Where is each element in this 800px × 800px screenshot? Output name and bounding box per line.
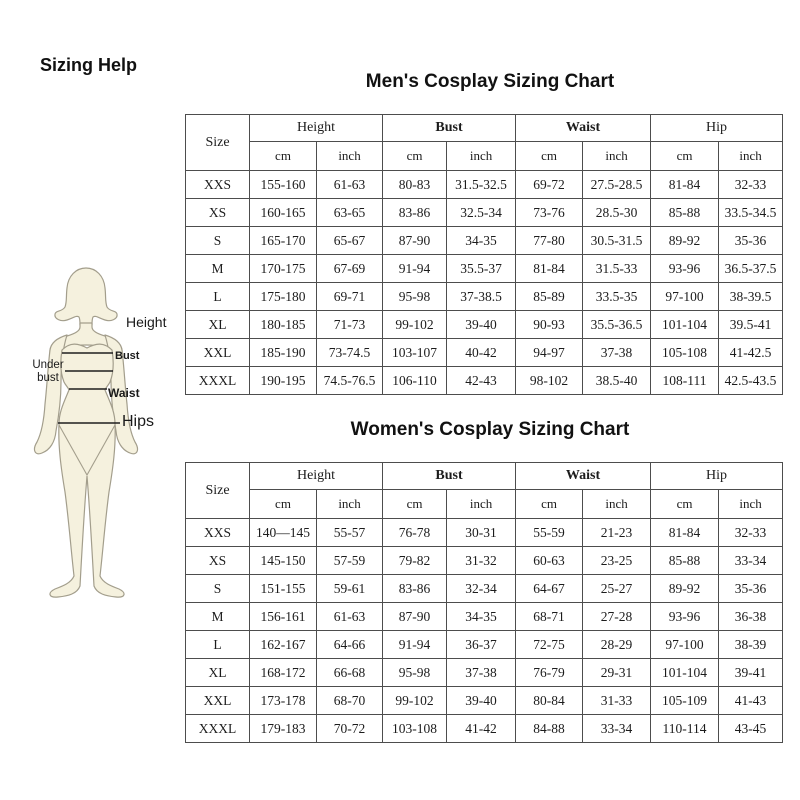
measurement-cell: 39-41 [719, 659, 783, 687]
column-group-header-waist: Waist [516, 463, 651, 490]
table-row [186, 367, 783, 395]
measurement-cell: 93-96 [651, 255, 719, 283]
measurement-cell: 84-88 [516, 715, 583, 743]
measurement-cell: 89-92 [651, 227, 719, 255]
column-subheader-inch: inch [583, 142, 651, 171]
measurement-cell: 42-43 [447, 367, 516, 395]
measurement-cell: 55-57 [317, 519, 383, 547]
measurement-cell: 83-86 [383, 199, 447, 227]
measurement-cell: 103-108 [383, 715, 447, 743]
row-size-cell: XXS [186, 171, 250, 199]
table-row [186, 255, 783, 283]
row-size-cell: XS [186, 547, 250, 575]
measurement-cell: 41-43 [719, 687, 783, 715]
measurement-cell: 77-80 [516, 227, 583, 255]
sizing-help-title: Sizing Help [40, 55, 138, 75]
mens-chart-title: Men's Cosplay Sizing Chart [365, 71, 615, 92]
measurement-cell: 160-165 [250, 199, 317, 227]
measurement-cell: 99-102 [383, 311, 447, 339]
header-row-groups [186, 115, 783, 142]
column-subheader-inch: inch [317, 142, 383, 171]
measurement-cell: 32-33 [719, 171, 783, 199]
measurement-cell: 31.5-33 [583, 255, 651, 283]
measurement-cell: 83-86 [383, 575, 447, 603]
measurement-cell: 41-42 [447, 715, 516, 743]
measurement-cell: 41-42.5 [719, 339, 783, 367]
measurement-cell: 98-102 [516, 367, 583, 395]
measurement-cell: 85-88 [651, 199, 719, 227]
measurement-cell: 165-170 [250, 227, 317, 255]
measurement-cell: 60-63 [516, 547, 583, 575]
column-header-size: Size [186, 463, 250, 519]
measurement-cell: 35.5-37 [447, 255, 516, 283]
table-row [186, 199, 783, 227]
measurement-cell: 162-167 [250, 631, 317, 659]
measurement-cell: 190-195 [250, 367, 317, 395]
measurement-cell: 108-111 [651, 367, 719, 395]
measurement-cell: 103-107 [383, 339, 447, 367]
table-row [186, 575, 783, 603]
measurement-cell: 94-97 [516, 339, 583, 367]
measurement-cell: 28.5-30 [583, 199, 651, 227]
measurement-cell: 81-84 [651, 171, 719, 199]
column-subheader-inch: inch [447, 490, 516, 519]
table-row [186, 283, 783, 311]
measurement-cell: 39-40 [447, 687, 516, 715]
measurement-cell: 68-71 [516, 603, 583, 631]
measurement-cell: 68-70 [317, 687, 383, 715]
womens-chart-title: Women's Cosplay Sizing Chart [350, 419, 630, 440]
measurement-cell: 32-33 [719, 519, 783, 547]
measurement-cell: 21-23 [583, 519, 651, 547]
column-group-header-hip: Hip [651, 463, 783, 490]
column-subheader-inch: inch [447, 142, 516, 171]
column-group-header-bust: Bust [383, 115, 516, 142]
row-size-cell: L [186, 283, 250, 311]
row-size-cell: XXL [186, 687, 250, 715]
measurement-cell: 99-102 [383, 687, 447, 715]
measurement-cell: 79-82 [383, 547, 447, 575]
measurement-cell: 30.5-31.5 [583, 227, 651, 255]
measurement-cell: 140—145 [250, 519, 317, 547]
column-subheader-cm: cm [250, 142, 317, 171]
table-row [186, 659, 783, 687]
measurement-cell: 23-25 [583, 547, 651, 575]
measurement-cell: 179-183 [250, 715, 317, 743]
measurement-cell: 43-45 [719, 715, 783, 743]
measurement-cell: 31-32 [447, 547, 516, 575]
measurement-cell: 170-175 [250, 255, 317, 283]
measurement-cell: 73-76 [516, 199, 583, 227]
measurement-cell: 180-185 [250, 311, 317, 339]
column-subheader-inch: inch [719, 490, 783, 519]
row-size-cell: XXXL [186, 367, 250, 395]
table-row [186, 547, 783, 575]
column-subheader-cm: cm [516, 490, 583, 519]
measurement-cell: 39-40 [447, 311, 516, 339]
column-group-header-waist: Waist [516, 115, 651, 142]
measurement-cell: 80-84 [516, 687, 583, 715]
column-subheader-cm: cm [516, 142, 583, 171]
measurement-cell: 35.5-36.5 [583, 311, 651, 339]
measurement-cell: 61-63 [317, 603, 383, 631]
hair-head-shape [55, 268, 117, 325]
measurement-cell: 69-72 [516, 171, 583, 199]
measurement-cell: 69-71 [317, 283, 383, 311]
table-row [186, 631, 783, 659]
measurement-cell: 38-39 [719, 631, 783, 659]
measurement-cell: 97-100 [651, 631, 719, 659]
row-size-cell: L [186, 631, 250, 659]
header-row-groups [186, 463, 783, 490]
measurement-cell: 64-67 [516, 575, 583, 603]
height-label: Height [126, 314, 167, 330]
measurement-cell: 74.5-76.5 [317, 367, 383, 395]
measurement-cell: 32-34 [447, 575, 516, 603]
column-subheader-inch: inch [317, 490, 383, 519]
measurement-cell: 31.5-32.5 [447, 171, 516, 199]
measurement-cell: 65-67 [317, 227, 383, 255]
measurement-cell: 40-42 [447, 339, 516, 367]
waist-label: Waist [108, 386, 140, 400]
measurement-cell: 156-161 [250, 603, 317, 631]
measurement-cell: 33.5-34.5 [719, 199, 783, 227]
measurement-cell: 85-89 [516, 283, 583, 311]
measurement-cell: 25-27 [583, 575, 651, 603]
measurement-cell: 145-150 [250, 547, 317, 575]
measurement-cell: 168-172 [250, 659, 317, 687]
row-size-cell: XL [186, 311, 250, 339]
measurement-cell: 33-34 [719, 547, 783, 575]
measurement-cell: 37-38 [583, 339, 651, 367]
hips-label: Hips [122, 413, 155, 430]
measurement-cell: 36-37 [447, 631, 516, 659]
measurement-cell: 37-38.5 [447, 283, 516, 311]
measurement-cell: 106-110 [383, 367, 447, 395]
table-row [186, 715, 783, 743]
measurement-cell: 36-38 [719, 603, 783, 631]
measurement-cell: 76-78 [383, 519, 447, 547]
column-group-header-hip: Hip [651, 115, 783, 142]
measurement-cell: 72-75 [516, 631, 583, 659]
row-size-cell: S [186, 575, 250, 603]
measurement-cell: 70-72 [317, 715, 383, 743]
measurement-cell: 97-100 [651, 283, 719, 311]
measurement-cell: 110-114 [651, 715, 719, 743]
column-subheader-cm: cm [383, 142, 447, 171]
column-subheader-cm: cm [651, 490, 719, 519]
table-row [186, 687, 783, 715]
measurement-cell: 28-29 [583, 631, 651, 659]
measurement-cell: 38.5-40 [583, 367, 651, 395]
column-group-header-height: Height [250, 463, 383, 490]
measurement-cell: 89-92 [651, 575, 719, 603]
measurement-cell: 33.5-35 [583, 283, 651, 311]
measurement-cell: 64-66 [317, 631, 383, 659]
measurement-cell: 55-59 [516, 519, 583, 547]
measurement-cell: 81-84 [651, 519, 719, 547]
mens-sizing-table [185, 114, 783, 395]
measurement-cell: 93-96 [651, 603, 719, 631]
row-size-cell: XXXL [186, 715, 250, 743]
column-group-header-height: Height [250, 115, 383, 142]
measurement-cell: 76-79 [516, 659, 583, 687]
row-size-cell: S [186, 227, 250, 255]
column-header-size: Size [186, 115, 250, 171]
measurement-cell: 101-104 [651, 659, 719, 687]
measurement-cell: 90-93 [516, 311, 583, 339]
column-subheader-cm: cm [651, 142, 719, 171]
measurement-cell: 91-94 [383, 255, 447, 283]
measurement-cell: 36.5-37.5 [719, 255, 783, 283]
measurement-cell: 173-178 [250, 687, 317, 715]
measurement-cell: 67-69 [317, 255, 383, 283]
row-size-cell: XL [186, 659, 250, 687]
measurement-cell: 105-108 [651, 339, 719, 367]
measurement-cell: 27-28 [583, 603, 651, 631]
measurement-cell: 87-90 [383, 603, 447, 631]
row-size-cell: XXL [186, 339, 250, 367]
measurement-cell: 38-39.5 [719, 283, 783, 311]
measurement-cell: 66-68 [317, 659, 383, 687]
measurement-cell: 32.5-34 [447, 199, 516, 227]
measurement-cell: 39.5-41 [719, 311, 783, 339]
measurement-cell: 35-36 [719, 227, 783, 255]
measurement-cell: 57-59 [317, 547, 383, 575]
measurement-cell: 73-74.5 [317, 339, 383, 367]
measurement-cell: 81-84 [516, 255, 583, 283]
row-size-cell: XS [186, 199, 250, 227]
measurement-cell: 34-35 [447, 603, 516, 631]
measurement-cell: 42.5-43.5 [719, 367, 783, 395]
womens-sizing-table [185, 462, 783, 743]
measurement-cell: 34-35 [447, 227, 516, 255]
table-row [186, 171, 783, 199]
table-row [186, 603, 783, 631]
column-subheader-inch: inch [719, 142, 783, 171]
table-row [186, 519, 783, 547]
measurement-cell: 80-83 [383, 171, 447, 199]
table-row [186, 339, 783, 367]
column-group-header-bust: Bust [383, 463, 516, 490]
column-subheader-inch: inch [583, 490, 651, 519]
measurement-cell: 85-88 [651, 547, 719, 575]
measurement-cell: 95-98 [383, 283, 447, 311]
row-size-cell: XXS [186, 519, 250, 547]
measurement-cell: 91-94 [383, 631, 447, 659]
measurement-cell: 61-63 [317, 171, 383, 199]
row-size-cell: M [186, 255, 250, 283]
measurement-cell: 37-38 [447, 659, 516, 687]
measurement-cell: 59-61 [317, 575, 383, 603]
measurement-cell: 155-160 [250, 171, 317, 199]
measurement-cell: 185-190 [250, 339, 317, 367]
measurement-cell: 105-109 [651, 687, 719, 715]
header-row-units [186, 490, 783, 519]
bust-label: Bust [115, 350, 140, 362]
measurement-cell: 151-155 [250, 575, 317, 603]
table-row [186, 311, 783, 339]
table-row [186, 227, 783, 255]
measurement-cell: 33-34 [583, 715, 651, 743]
measurement-cell: 29-31 [583, 659, 651, 687]
measurement-cell: 95-98 [383, 659, 447, 687]
measurement-cell: 71-73 [317, 311, 383, 339]
measurement-cell: 27.5-28.5 [583, 171, 651, 199]
measurement-cell: 31-33 [583, 687, 651, 715]
measurement-cell: 101-104 [651, 311, 719, 339]
under-bust-label: Under bust [32, 359, 64, 384]
header-row-units [186, 142, 783, 171]
row-size-cell: M [186, 603, 250, 631]
measurement-cell: 175-180 [250, 283, 317, 311]
column-subheader-cm: cm [250, 490, 317, 519]
measurement-cell: 35-36 [719, 575, 783, 603]
measurement-cell: 30-31 [447, 519, 516, 547]
measurement-cell: 87-90 [383, 227, 447, 255]
measurement-cell: 63-65 [317, 199, 383, 227]
column-subheader-cm: cm [383, 490, 447, 519]
